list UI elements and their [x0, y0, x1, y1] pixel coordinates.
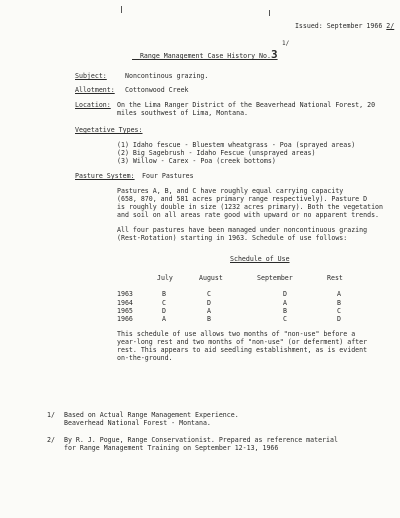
schedule-table [117, 274, 363, 323]
schedule-header: July [157, 274, 173, 282]
schedule-note-line: on-the-ground. [117, 354, 173, 362]
schedule-row [117, 290, 363, 298]
footnote-line: for Range Management Training on September 12-13, 1966 [64, 444, 279, 452]
issued-date: Issued: September 1966 2/ [294, 22, 395, 30]
schedule-cell: A [162, 315, 166, 323]
schedule-note-line: year-long rest and two months of "non-use" (or deferment) after [117, 338, 368, 346]
pasture-paragraph-line: (Rest-Rotation) starting in 1963. Schedule of use follows: [117, 234, 348, 242]
allotment-label: Allotment: [75, 86, 115, 94]
schedule-cell: C [207, 290, 211, 299]
footnote-mark: 2/ [47, 436, 55, 444]
subject-value: Noncontinous grazing. [125, 72, 209, 80]
footnote-line: By R. J. Pogue, Range Conservationist. Prepared as reference material [64, 436, 338, 444]
footnote-line: Beaverhead National Forest - Montana. [64, 419, 211, 427]
schedule-year: 1965 [117, 306, 133, 315]
schedule-cell: D [207, 298, 211, 307]
location-line-1: On the Lima Ranger District of the Beaverhead National Forest, 20 [117, 101, 376, 109]
schedule-header: August [199, 274, 223, 282]
schedule-year: 1964 [117, 298, 133, 307]
vegetative-item: (2) Big Sagebrush - Idaho Fescue (unsprayed areas) [117, 149, 316, 157]
schedule-cell: B [337, 298, 341, 307]
location-label: Location: [75, 101, 111, 109]
location-line-2: miles southwest of Lima, Montana. [117, 109, 249, 117]
schedule-note-line: rest. This appears to aid seedling establishment, as is evident [117, 346, 368, 354]
footnote-mark: 1/ [47, 411, 55, 419]
pasture-paragraph-line: (658, 870, and 581 acres primary range respectively). Pasture D [117, 195, 368, 203]
subject-label: Subject: [75, 72, 107, 80]
schedule-cell: A [207, 306, 211, 315]
schedule-cell: A [283, 298, 287, 307]
vegetative-item: (3) Willow - Carex - Poa (creek bottoms) [117, 157, 276, 165]
page-title: Range Management Case History No.3 [139, 48, 278, 61]
schedule-year: 1966 [117, 315, 133, 323]
scan-mark [121, 6, 122, 13]
pasture-paragraph-line: and soil on all areas rate good with upward or no apparent trends. [117, 211, 380, 219]
schedule-cell: C [162, 298, 166, 307]
schedule-title: Schedule of Use [230, 255, 290, 263]
schedule-cell: B [283, 306, 287, 315]
pasture-value: Four Pastures [142, 172, 194, 180]
scan-mark [269, 10, 270, 16]
pasture-heading: Pasture System: [75, 172, 135, 180]
schedule-cell: A [337, 290, 341, 299]
pasture-paragraph-line: is roughly double in size (1232 acres primary). Both the vegetation [117, 203, 383, 211]
schedule-cell: C [283, 315, 287, 323]
schedule-year: 1963 [117, 290, 133, 299]
pasture-paragraph-line: All four pastures have been managed under noncontinuous grazing [117, 226, 368, 234]
schedule-row [117, 299, 363, 307]
case-number: 3 [270, 48, 278, 61]
schedule-cell: B [207, 315, 211, 323]
schedule-cell: B [162, 290, 166, 299]
footnote-line: Based on Actual Range Management Experience. [64, 411, 239, 419]
schedule-row [117, 307, 363, 315]
vegetative-item: (1) Idaho fescue - Bluestem wheatgrass - Poa (sprayed areas) [117, 141, 356, 149]
schedule-header-row [117, 274, 363, 282]
allotment-value: Cottonwood Creek [125, 86, 189, 94]
schedule-header: Rest [327, 274, 343, 282]
schedule-note-line: This schedule of use allows two months of "non-use" before a [117, 330, 356, 338]
schedule-row [117, 315, 363, 323]
schedule-cell: D [337, 315, 341, 323]
schedule-header: September [257, 274, 293, 282]
schedule-cell: D [283, 290, 287, 299]
title-footnote-mark: 1/ [282, 40, 290, 47]
vegetative-heading: Vegetative Types: [75, 126, 143, 134]
pasture-paragraph-line: Pastures A, B, and C have roughly equal carrying capacity [117, 187, 344, 195]
schedule-cell: C [337, 306, 341, 315]
schedule-cell: D [162, 306, 166, 315]
